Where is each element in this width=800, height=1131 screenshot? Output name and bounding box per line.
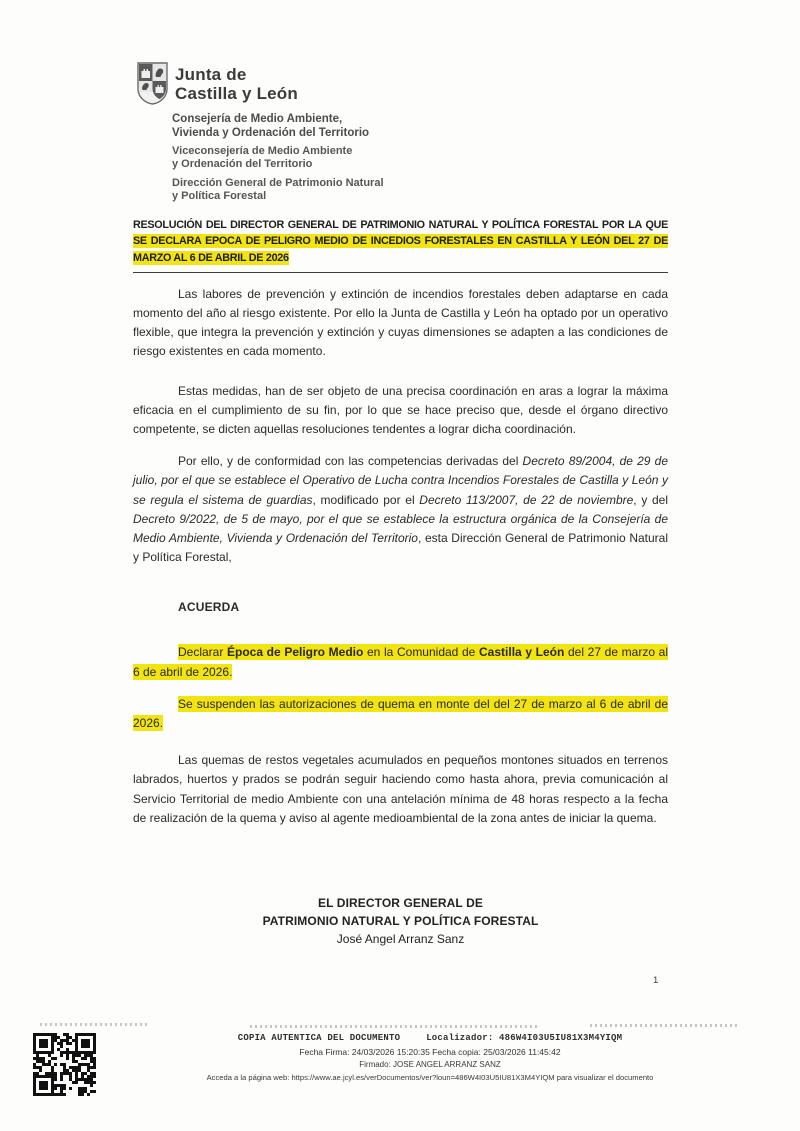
declaration-dates: del 27 de marzo al 6 de abril de 2026. (133, 645, 669, 679)
scan-noise (40, 1023, 150, 1026)
org-name-line2: Castilla y León (175, 84, 298, 104)
authentic-copy-label: COPIA AUTENTICA DEL DOCUMENTO (237, 1033, 401, 1043)
region-label: Castilla y León (479, 645, 565, 660)
viceconsejeria-line1: Viceconsejería de Medio Ambiente (172, 145, 353, 158)
title-divider (133, 272, 668, 273)
resolution-title (133, 217, 668, 267)
direccion-general-line1: Dirección General de Patrimonio Natural (172, 176, 384, 189)
decree-89-2004-reference: Decreto 89/2004, de 29 de julio, por el que se establece el Operativo de Lucha contra Incendios Forestales de Castilla y León y se regula el sistema de guardias (133, 454, 668, 507)
decree-9-2022-reference: Decreto 9/2022, de 5 de mayo, por el que se establece la estructura orgánica de la Consejería de Medio Ambiente, Vivienda y Ordenación del Territorio (133, 511, 668, 545)
legal-text: Por ello, y de conformidad con las competencias derivadas del (178, 454, 523, 469)
suspension-text: Se suspenden las autorizaciones de quema en monte del del 27 de marzo al 6 de abril de 2026. (133, 696, 668, 731)
paragraph-burn-conditions: Las quemas de restos vegetales acumulados en pequeños montones situados en terrenos labrados, huertos y prados se podrán seguir haciendo como hasta ahora, previa comunicación al Servicio Territorial de medio Ambiente con una antelación mínima de 48 horas respecto a la fecha de realización de la quema y aviso al agente medioambiental de la zona antes de iniciar la quema. (133, 753, 668, 825)
department-block (172, 112, 668, 204)
declaration-text: en la Comunidad de (363, 645, 480, 660)
letterhead (133, 0, 668, 204)
document-locator: Localizador: 486W4I03U5IU81X3M4YIQM (426, 1033, 623, 1043)
org-name-line1: Junta de (175, 65, 247, 84)
viceconsejeria-line2: y Ordenación del Territorio (172, 158, 313, 171)
title-plain-segment: RESOLUCIÓN DEL DIRECTOR GENERAL DE PATRIMONIO NATURAL Y POLÍTICA FORESTAL POR LA QUE (133, 218, 668, 231)
page-number: 1 (653, 975, 659, 986)
signer-role-line1: EL DIRECTOR GENERAL DE (318, 895, 483, 910)
burn-suspension-highlighted (133, 695, 668, 733)
legal-text: , modificado por el (312, 492, 420, 507)
title-highlighted-segment: SE DECLARA EPOCA DE PELIGRO MEDIO DE INCEDIOS FORESTALES EN CASTILLA Y LEÓN DEL 27 DE MARZO AL 6 DE ABRIL DE 2026 (133, 235, 668, 265)
paragraph-legal-basis (133, 452, 668, 567)
authentication-footer (140, 1033, 720, 1082)
signer-name: José Angel Arranz Sanz (336, 931, 465, 946)
signed-by: Firmado: JOSE ANGEL ARRANZ SANZ (359, 1060, 501, 1069)
castilla-leon-coat-of-arms-icon (137, 62, 168, 105)
signature-block (133, 894, 668, 948)
signature-dates: Fecha Firma: 24/03/2026 15:20:35 Fecha copia: 25/03/2026 11:45:42 (299, 1047, 561, 1057)
paragraph-coordination: Estas medidas, han de ser objeto de una precisa coordinación en aras a lograr la máxima eficacia en el cumplimiento de su fin, por lo que se hace preciso que, desde el órgano directivo competente, se dicten aquellas resoluciones tendentes a lograr dicha coordinación. (133, 383, 668, 436)
declaration-text: Declarar (178, 645, 227, 660)
danger-period-label: Época de Peligro Medio (227, 645, 364, 660)
direccion-general-line2: y Política Forestal (172, 190, 267, 203)
decree-113-2007-reference: Decreto 113/2007, de 22 de noviembre (419, 492, 634, 507)
consejeria-line2: Vivienda y Ordenación del Territorio (172, 127, 370, 140)
legal-text: , esta Dirección General de Patrimonio Natural y Política Forestal, (133, 530, 668, 565)
consejeria-line1: Consejería de Medio Ambiente, (172, 113, 343, 125)
org-name (175, 62, 298, 103)
resolution-declaration-highlighted (133, 643, 668, 681)
legal-text: , y del (633, 492, 669, 507)
acuerda-heading: ACUERDA (178, 600, 240, 615)
signer-role-line2: PATRIMONIO NATURAL Y POLÍTICA FORESTAL (262, 913, 539, 928)
scan-noise (590, 1024, 740, 1027)
qr-code-icon (33, 1033, 99, 1099)
scan-noise (250, 1025, 540, 1028)
paragraph-intro: Las labores de prevención y extinción de incendios forestales deben adaptarse en cada momento del año al riesgo existente. Por ello la Junta de Castilla y León ha optado por un operativo flexible, que integra la prevención y extinción y cuyas dimensiones se adapten a las condiciones de riesgo existentes en cada momento. (133, 286, 668, 359)
verification-url: Acceda a la página web: https://www.ae.jcyl.es/verDocumentos/ver?loun=486W4I03U5IU81X3M4YIQM para visualizar el documento (206, 1073, 654, 1082)
